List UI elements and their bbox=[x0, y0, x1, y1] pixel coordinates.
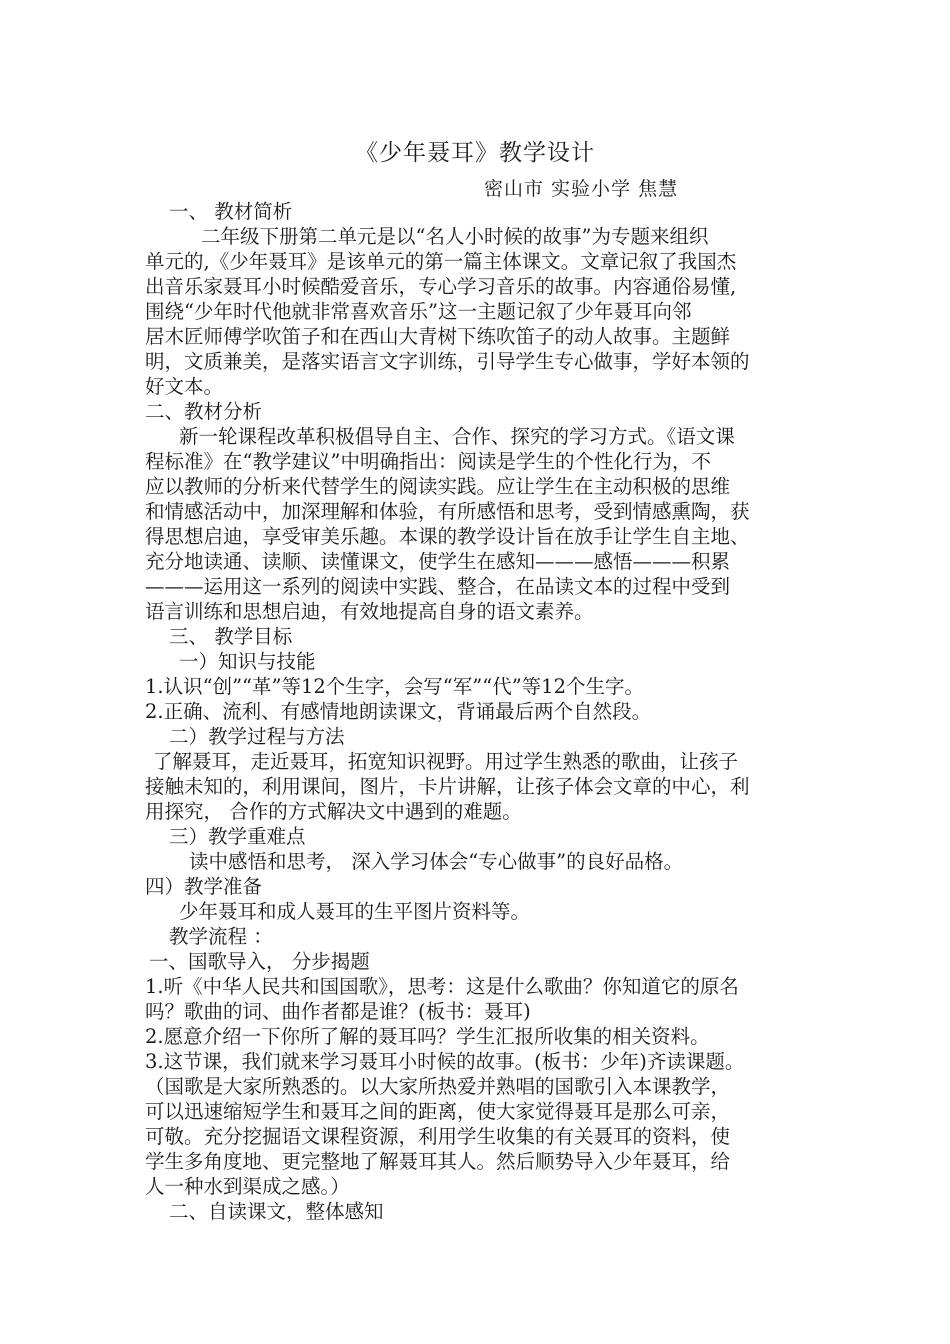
note-line: 可以迅速缩短学生和聂耳之间的距离，使大家觉得聂耳是那么可亲， bbox=[145, 1100, 731, 1123]
list-item: 1.听《中华人民共和国国歌》，思考：这是什么歌曲？你知道它的原名 bbox=[145, 975, 739, 998]
list-item: 2.正确、流利、有感情地朗读课文，背诵最后两个自然段。 bbox=[145, 700, 652, 723]
paragraph-line: 和情感活动中，加深理解和体验，有所感悟和思考，受到情感熏陶，获 bbox=[145, 500, 750, 523]
note-line: 可敬。充分挖掘语文课程资源，利用学生收集的有关聂耳的资料，使 bbox=[145, 1125, 731, 1148]
author-line: 密山市 实验小学 焦慧 bbox=[484, 178, 679, 200]
paragraph-line: 接触未知的，利用课间，图片，卡片讲解，让孩子体会文章的中心，利 bbox=[145, 775, 750, 798]
note-line: 学生多角度地、更完整地了解聂耳其人。然后顺势导入少年聂耳，给 bbox=[145, 1150, 731, 1173]
paragraph-line: 单元的,《少年聂耳》是该单元的第一篇主体课文。文章记叙了我国杰 bbox=[145, 250, 737, 273]
paragraph-line: 明，文质兼美，是落实语言文字训练，引导学生专心做事，学好本领的 bbox=[145, 350, 750, 373]
paragraph-line: 应以教师的分析来代替学生的阅读实践。应让学生在主动积极的思维 bbox=[145, 475, 731, 498]
subsection-heading: 二）教学过程与方法 bbox=[169, 725, 345, 748]
section-heading: 一、国歌导入， 分步揭题 bbox=[149, 950, 370, 973]
paragraph-line: 居木匠师傅学吹笛子和在西山大青树下练吹笛子的动人故事。主题鲜 bbox=[145, 325, 731, 348]
paragraph-line: 好文本。 bbox=[145, 375, 224, 398]
paragraph-line: 围绕“少年时代他就非常喜欢音乐”这一主题记叙了少年聂耳向邻 bbox=[145, 300, 692, 323]
section-heading-2: 二、教材分析 bbox=[145, 400, 263, 423]
paragraph-line: 出音乐家聂耳小时候酷爱音乐，专心学习音乐的故事。内容通俗易懂, bbox=[145, 275, 737, 298]
section-heading: 教学流程 ： bbox=[169, 925, 273, 948]
list-item: 吗？歌曲的词、曲作者都是谁？(板书：聂耳) bbox=[145, 1000, 531, 1023]
paragraph-line: 程标准》在“教学建议”中明确指出：阅读是学生的个性化行为，不 bbox=[145, 450, 711, 473]
paragraph-line: 少年聂耳和成人聂耳的生平图片资料等。 bbox=[179, 900, 531, 923]
paragraph-line: 新一轮课程改革积极倡导自主、合作、探究的学习方式。《语文课 bbox=[179, 425, 735, 448]
document-body bbox=[145, 199, 813, 1224]
section-heading: 二、自读课文，整体感知 bbox=[169, 1200, 384, 1223]
subsection-heading: 四）教学准备 bbox=[145, 875, 263, 898]
list-item: 3.这节课，我们就来学习聂耳小时候的故事。(板书：少年)齐读课题。 bbox=[145, 1050, 745, 1073]
subsection-heading: 三）教学重难点 bbox=[169, 825, 306, 848]
section-heading-3: 三、 教学目标 bbox=[169, 625, 293, 648]
document-title: 《少年聂耳》教学设计 bbox=[355, 140, 595, 166]
paragraph-line: 充分地读通、读顺、读懂课文，使学生在感知———感悟———积累 bbox=[145, 550, 731, 573]
paragraph-line: 了解聂耳，走近聂耳，拓宽知识视野。用过学生熟悉的歌曲，让孩子 bbox=[153, 750, 739, 773]
section-heading-1: 一、 教材简析 bbox=[169, 200, 293, 223]
paragraph-line: 读中感悟和思考， 深入学习体会“专心做事”的良好品格。 bbox=[189, 850, 684, 873]
subsection-heading: 一）知识与技能 bbox=[179, 650, 316, 673]
note-line: 人一种水到渠成之感。） bbox=[145, 1175, 350, 1198]
note-line: （国歌是大家所熟悉的。以大家所热爱并熟唱的国歌引入本课教学， bbox=[145, 1075, 731, 1098]
list-item: 2.愿意介绍一下你所了解的聂耳吗？学生汇报所收集的相关资料。 bbox=[145, 1025, 710, 1048]
paragraph-line: 语言训练和思想启迪，有效地提高自身的语文素养。 bbox=[145, 600, 594, 623]
paragraph-line: ———运用这一系列的阅读中实践、整合，在品读文本的过程中受到 bbox=[145, 575, 731, 598]
paragraph-line: 得思想启迪，享受审美乐趣。本课的教学设计旨在放手让学生自主地、 bbox=[145, 525, 750, 548]
paragraph-line: 用探究， 合作的方式解决文中遇到的难题。 bbox=[145, 800, 522, 823]
paragraph-line: 二年级下册第二单元是以“名人小时候的故事”为专题来组织 bbox=[201, 225, 709, 248]
list-item: 1.认识“创”“革”等12个生字，会写“军”“代”等12个生字。 bbox=[145, 675, 644, 698]
